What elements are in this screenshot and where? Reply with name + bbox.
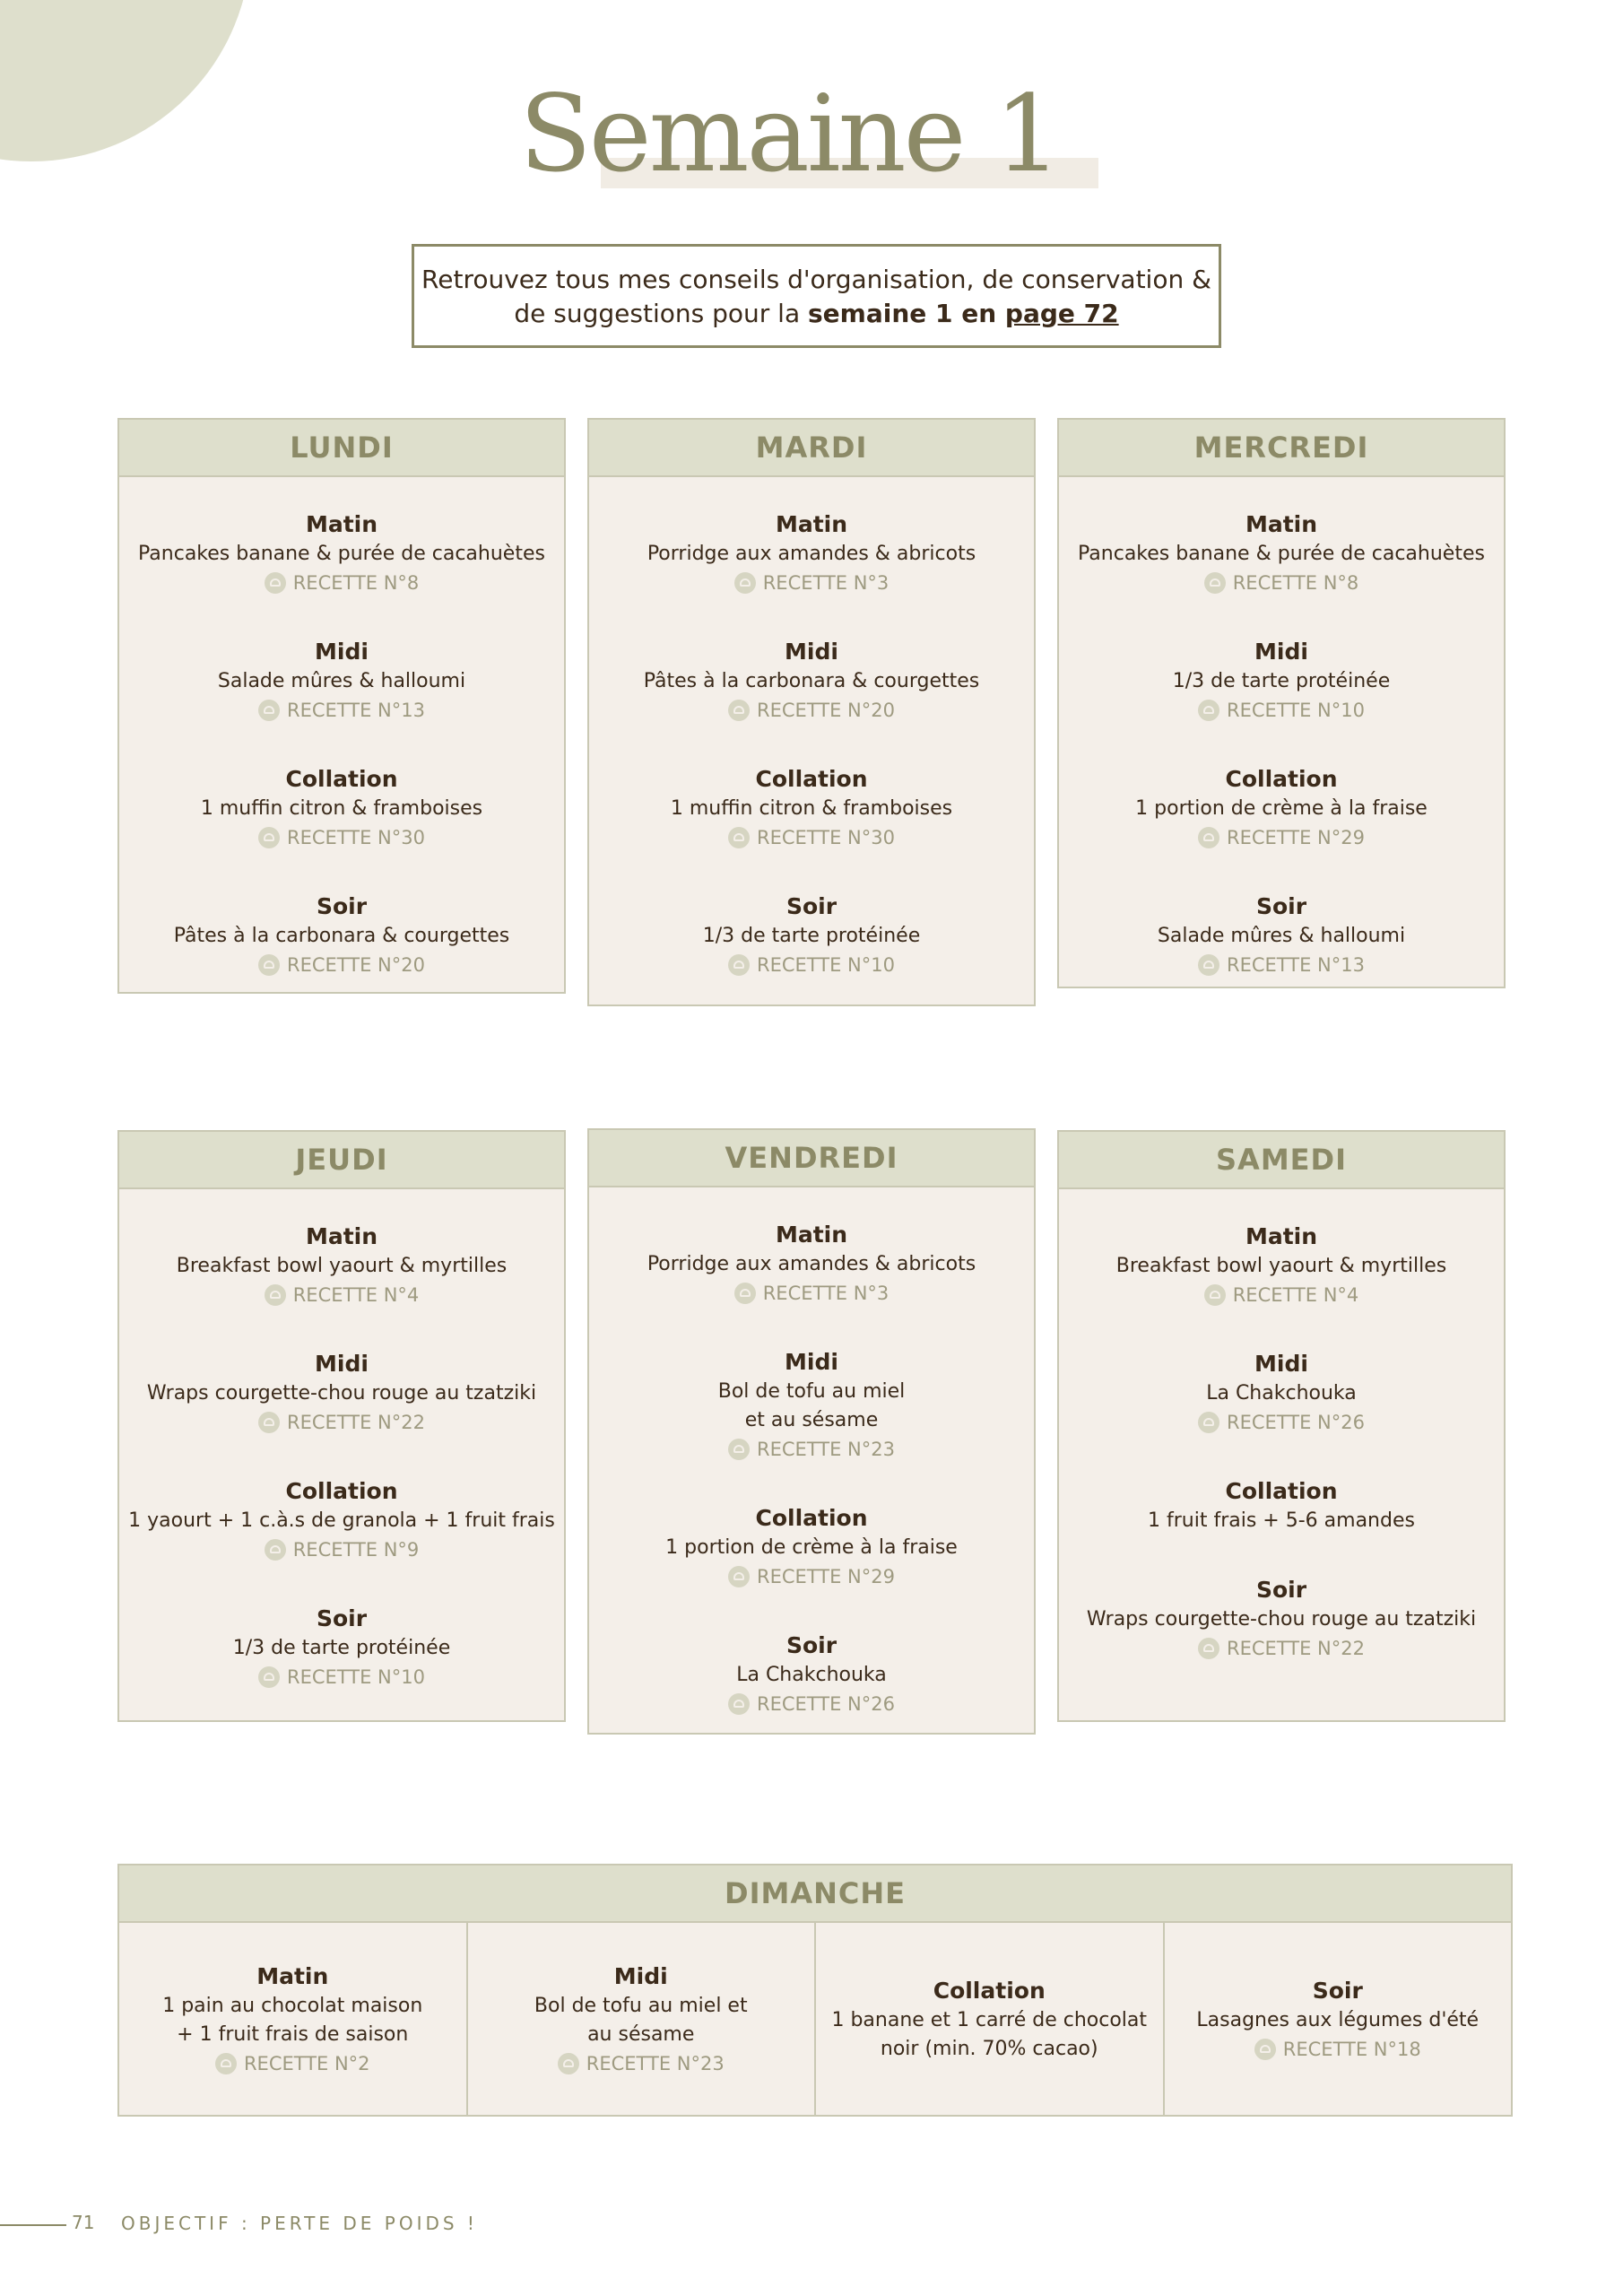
meal-name: Collation [755,766,868,792]
day-header: VENDREDI [589,1130,1034,1187]
chef-hat-icon [1198,1412,1219,1433]
sunday-meal-column [1165,1923,1512,2117]
recipe-label: RECETTE N°20 [757,700,895,721]
meal-block [119,1222,564,1309]
recipe-label: RECETTE N°10 [1227,700,1365,721]
day-header: LUNDI [119,420,564,477]
meal-dish: La Chakchouka [736,1664,887,1686]
chef-hat-icon [728,1439,750,1460]
sunday-meal-column [119,1923,468,2117]
meal-block [1059,891,1504,979]
meal-dish: Pancakes banane & purée de cacahuètes [138,543,545,565]
meal-dish: La Chakchouka [1206,1382,1357,1405]
recipe-reference[interactable] [734,569,890,597]
meal-dish: 1/3 de tarte protéinée [1172,670,1391,692]
chef-hat-icon [265,1284,286,1306]
meal-block [119,1604,564,1692]
sunday-meal-column [816,1923,1165,2117]
sunday-meal-column [468,1923,817,2117]
chef-hat-icon [258,827,280,848]
recipe-reference[interactable] [215,2049,370,2078]
recipe-label: RECETTE N°23 [586,2053,725,2074]
meal-block [589,1631,1034,1718]
recipe-reference[interactable] [1198,1634,1365,1663]
recipe-label: RECETTE N°22 [287,1412,425,1433]
recipe-label: RECETTE N°30 [757,827,895,848]
chef-hat-icon [1198,827,1219,848]
recipe-label: RECETTE N°29 [757,1566,895,1587]
meal-block [1059,637,1504,725]
meal-name: Soir [1255,1577,1307,1603]
recipe-reference[interactable] [728,951,895,979]
day-card-mercredi [1057,418,1506,988]
page-number: 71 [72,2212,95,2233]
meal-block [119,764,564,852]
meal-block [119,1349,564,1437]
meal-name: Matin [305,511,378,537]
meal-block [589,1503,1034,1591]
recipe-label: RECETTE N°10 [287,1666,425,1688]
day-body [1059,477,1504,979]
meal-dish: Pâtes à la carbonara & courgettes [173,925,510,947]
meal-name: Midi [613,1963,668,1989]
meal-name: Midi [1254,1351,1308,1377]
meal-block [589,509,1034,597]
recipe-label: RECETTE N°23 [757,1439,895,1460]
chef-hat-icon [728,827,750,848]
meal-dish: Wraps courgette-chou rouge au tzatziki [1086,1608,1477,1631]
meal-name: Soir [316,1605,368,1631]
recipe-reference[interactable] [1204,569,1359,597]
chef-hat-icon [258,1412,280,1433]
meal-block [119,509,564,597]
recipe-reference[interactable] [558,2049,725,2078]
meal-block [589,891,1034,979]
meal-dish: Lasagnes aux légumes d'été [1196,2009,1480,2031]
recipe-reference[interactable] [258,951,425,979]
meal-block [589,764,1034,852]
recipe-reference[interactable] [265,1535,420,1564]
meal-block [162,1961,422,2078]
recipe-reference[interactable] [265,569,420,597]
meal-block [1059,764,1504,852]
recipe-reference[interactable] [728,1435,895,1464]
recipe-label: RECETTE N°30 [287,827,425,848]
meal-dish: 1 pain au chocolat maison + 1 fruit frais de saison [162,1995,423,2046]
footer-rule [0,2224,66,2226]
meal-name: Matin [775,1222,848,1248]
meal-dish: Breakfast bowl yaourt & myrtilles [1115,1255,1447,1277]
day-card-jeudi [117,1130,566,1722]
recipe-label: RECETTE N°3 [762,1283,890,1304]
meal-name: Matin [256,1963,329,1989]
recipe-label: RECETTE N°2 [243,2053,370,2074]
chef-hat-icon [558,2053,579,2074]
recipe-label: RECETTE N°22 [1227,1638,1365,1659]
recipe-reference[interactable] [1198,1408,1365,1437]
meal-dish: Porridge aux amandes & abricots [647,543,976,565]
recipe-label: RECETTE N°26 [757,1693,895,1715]
notice-prefix: de suggestions pour la [514,299,809,328]
chef-hat-icon [734,1283,756,1304]
chef-hat-icon [1204,1284,1226,1306]
day-card-mardi [587,418,1036,1006]
meal-name: Midi [315,1351,369,1377]
day-card-vendredi [587,1128,1036,1735]
recipe-label: RECETTE N°4 [1232,1284,1359,1306]
notice-line-1: Retrouvez tous mes conseils d'organisation, de conservation & [421,265,1211,294]
chef-hat-icon [734,572,756,594]
recipe-label: RECETTE N°26 [1227,1412,1365,1433]
page-link[interactable]: page 72 [1004,299,1119,328]
recipe-reference[interactable] [1204,1281,1359,1309]
recipe-label: RECETTE N°18 [1282,2039,1421,2060]
meal-dish: Pancakes banane & purée de cacahuètes [1078,543,1485,565]
day-header: JEUDI [119,1132,564,1189]
meal-name: Matin [305,1223,378,1249]
footer-title: OBJECTIF : PERTE DE POIDS ! [121,2213,478,2234]
recipe-label: RECETTE N°29 [1227,827,1365,848]
recipe-reference[interactable] [728,1562,895,1591]
meal-block [1059,1222,1504,1309]
meal-name: Collation [285,1478,398,1504]
day-body [119,477,564,979]
meal-name: Soir [316,893,368,919]
recipe-reference[interactable] [258,1408,425,1437]
meal-block [1059,1476,1504,1535]
recipe-reference[interactable] [728,1690,895,1718]
recipe-reference[interactable] [728,823,895,852]
chef-hat-icon [728,700,750,721]
recipe-reference[interactable] [258,696,425,725]
meal-dish: 1/3 de tarte protéinée [702,925,921,947]
meal-block [589,1347,1034,1464]
day-body [1059,1189,1504,1663]
meal-name: Collation [285,766,398,792]
day-header: SAMEDI [1059,1132,1504,1189]
chef-hat-icon [1198,1638,1219,1659]
recipe-label: RECETTE N°13 [287,700,425,721]
meal-dish: Bol de tofu au miel et au sésame [717,1380,906,1431]
meal-name: Soir [785,1632,838,1658]
meal-name: Collation [933,1978,1046,2004]
meal-dish: Salade mûres & halloumi [217,670,466,692]
meal-dish: 1/3 de tarte protéinée [232,1637,451,1659]
chef-hat-icon [258,954,280,976]
meal-name: Matin [1245,1223,1318,1249]
recipe-label: RECETTE N°8 [292,572,420,594]
meal-dish: 1 fruit frais + 5-6 amandes [1148,1509,1415,1532]
recipe-reference[interactable] [265,1281,420,1309]
recipe-reference[interactable] [258,1663,425,1692]
meal-dish: Porridge aux amandes & abricots [647,1253,976,1275]
meal-block [831,1976,1147,2064]
chef-hat-icon [215,2053,237,2074]
meal-block [119,891,564,979]
meal-name: Soir [785,893,838,919]
meal-dish: Bol de tofu au miel et au sésame [534,1995,748,2046]
day-card-lundi [117,418,566,994]
chef-hat-icon [265,1539,286,1561]
meal-dish: 1 portion de crème à la fraise [1135,797,1428,820]
recipe-reference[interactable] [1198,951,1365,979]
meal-block [1196,1976,1479,2064]
chef-hat-icon [258,1666,280,1688]
meal-dish: 1 muffin citron & framboises [200,797,483,820]
meal-dish: Breakfast bowl yaourt & myrtilles [176,1255,508,1277]
meal-block [1059,1349,1504,1437]
recipe-reference[interactable] [734,1279,890,1308]
day-body [119,1189,564,1692]
meal-name: Midi [785,1349,838,1375]
chef-hat-icon [1254,2039,1276,2060]
meal-name: Collation [755,1505,868,1531]
notice-line-2 [414,297,1219,331]
meal-block [534,1961,748,2078]
meal-block [1059,1575,1504,1663]
meal-dish: 1 banane et 1 carré de chocolat noir (min. 70% cacao) [831,2009,1148,2060]
notice-box [412,244,1221,348]
meal-block [589,637,1034,725]
day-card-dimanche [117,1864,1513,2117]
meal-name: Soir [1312,1978,1363,2004]
day-body [589,1187,1034,1718]
chef-hat-icon [1204,572,1226,594]
meal-block [1059,509,1504,597]
meal-name: Soir [1255,893,1307,919]
meal-name: Midi [315,639,369,665]
day-header: DIMANCHE [119,1866,1511,1923]
meal-dish: Pâtes à la carbonara & courgettes [643,670,980,692]
meal-name: Matin [775,511,848,537]
recipe-label: RECETTE N°9 [292,1539,420,1561]
notice-bold: semaine 1 en [808,299,1005,328]
recipe-reference[interactable] [728,696,895,725]
recipe-label: RECETTE N°3 [762,572,890,594]
page-title: Semaine 1 [518,72,1060,196]
chef-hat-icon [728,1566,750,1587]
meal-dish: Salade mûres & halloumi [1157,925,1406,947]
chef-hat-icon [265,572,286,594]
recipe-reference[interactable] [1254,2035,1421,2064]
recipe-reference[interactable] [258,823,425,852]
chef-hat-icon [1198,700,1219,721]
meal-block [119,637,564,725]
recipe-label: RECETTE N°10 [757,954,895,976]
meal-dish: 1 yaourt + 1 c.à.s de granola + 1 fruit frais [128,1509,555,1532]
recipe-label: RECETTE N°4 [292,1284,420,1306]
meal-name: Midi [785,639,838,665]
meal-name: Collation [1225,1478,1338,1504]
meal-dish: 1 portion de crème à la fraise [665,1536,958,1559]
day-card-samedi [1057,1130,1506,1722]
meal-block [119,1476,564,1564]
meal-name: Midi [1254,639,1308,665]
meal-block [589,1220,1034,1308]
chef-hat-icon [728,1693,750,1715]
meal-dish: 1 muffin citron & framboises [670,797,953,820]
meal-name: Matin [1245,511,1318,537]
meal-name: Collation [1225,766,1338,792]
day-header: MARDI [589,420,1034,477]
day-body [589,477,1034,979]
chef-hat-icon [1198,954,1219,976]
recipe-label: RECETTE N°13 [1227,954,1365,976]
recipe-reference[interactable] [1198,696,1365,725]
chef-hat-icon [728,954,750,976]
recipe-label: RECETTE N°20 [287,954,425,976]
recipe-label: RECETTE N°8 [1232,572,1359,594]
day-header: MERCREDI [1059,420,1504,477]
recipe-reference[interactable] [1198,823,1365,852]
meal-dish: Wraps courgette-chou rouge au tzatziki [146,1382,537,1405]
chef-hat-icon [258,700,280,721]
